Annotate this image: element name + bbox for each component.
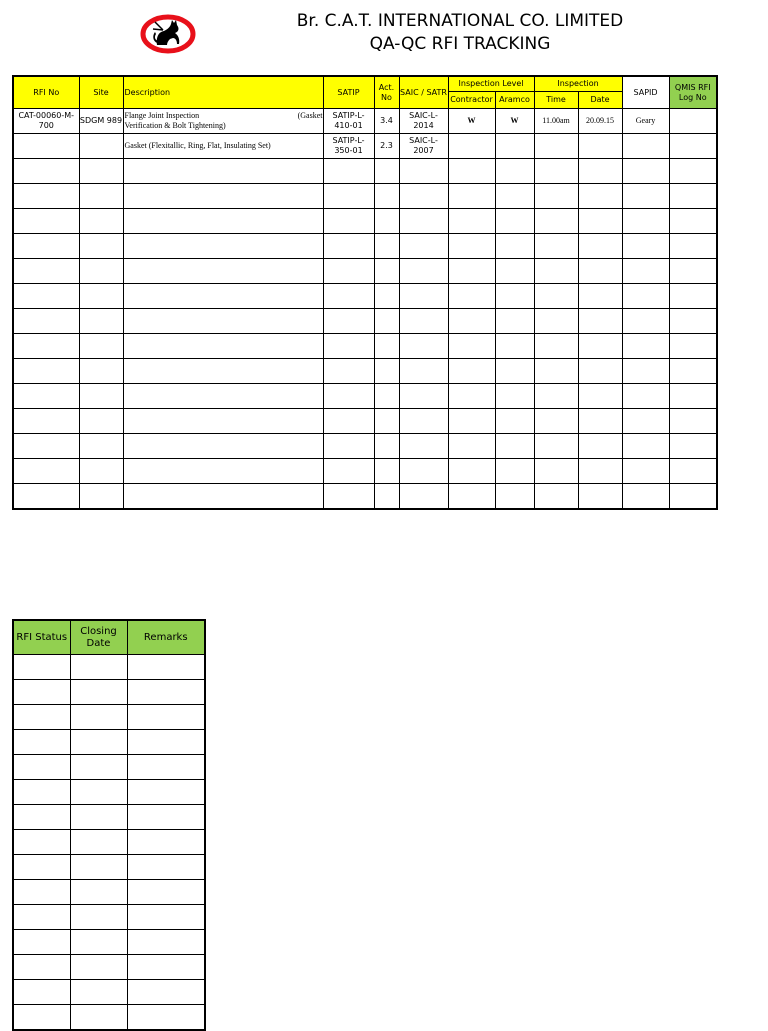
empty-cell: [622, 309, 669, 334]
rfi-status-table: [12, 619, 206, 1031]
empty-cell: [578, 359, 622, 384]
empty-cell: [323, 434, 374, 459]
empty-cell: [70, 805, 127, 830]
cell-satip: SATIP-L-410-01: [323, 109, 374, 134]
empty-cell: [399, 334, 448, 359]
empty-cell: [70, 780, 127, 805]
empty-cell: [622, 284, 669, 309]
empty-cell: [13, 284, 79, 309]
empty-cell: [13, 309, 79, 334]
empty-cell: [534, 284, 578, 309]
empty-cell: [13, 755, 70, 780]
empty-cell: [399, 259, 448, 284]
empty-cell: [79, 434, 123, 459]
empty-cell: [669, 459, 717, 484]
empty-status-row: [13, 1005, 205, 1031]
empty-cell: [127, 855, 205, 880]
empty-cell: [13, 434, 79, 459]
empty-cell: [622, 334, 669, 359]
empty-cell: [534, 334, 578, 359]
empty-cell: [622, 434, 669, 459]
cell-saic: SAIC-L-2014: [399, 109, 448, 134]
empty-cell: [448, 309, 495, 334]
empty-table-row: [13, 209, 717, 234]
empty-cell: [79, 284, 123, 309]
empty-cell: [622, 234, 669, 259]
empty-cell: [669, 409, 717, 434]
empty-cell: [399, 234, 448, 259]
empty-cell: [127, 805, 205, 830]
empty-cell: [669, 184, 717, 209]
empty-cell: [323, 184, 374, 209]
empty-cell: [448, 159, 495, 184]
empty-cell: [669, 259, 717, 284]
empty-cell: [13, 730, 70, 755]
empty-cell: [448, 334, 495, 359]
empty-cell: [669, 359, 717, 384]
empty-table-row: [13, 409, 717, 434]
header-satip: SATIP: [323, 76, 374, 109]
empty-cell: [323, 159, 374, 184]
empty-cell: [578, 459, 622, 484]
empty-cell: [13, 830, 70, 855]
empty-cell: [495, 334, 534, 359]
empty-cell: [399, 159, 448, 184]
empty-cell: [622, 159, 669, 184]
header-date: Date: [578, 92, 622, 109]
empty-cell: [374, 384, 399, 409]
empty-cell: [622, 259, 669, 284]
empty-cell: [669, 209, 717, 234]
empty-cell: [70, 755, 127, 780]
empty-cell: [123, 209, 323, 234]
empty-cell: [79, 359, 123, 384]
empty-cell: [399, 409, 448, 434]
empty-cell: [123, 259, 323, 284]
empty-cell: [13, 1005, 70, 1031]
header-inspection: Inspection: [534, 76, 622, 92]
empty-cell: [123, 234, 323, 259]
header-contractor: Contractor: [448, 92, 495, 109]
empty-cell: [669, 234, 717, 259]
empty-cell: [123, 484, 323, 510]
empty-cell: [622, 184, 669, 209]
page-title: QA-QC RFI TRACKING: [369, 34, 551, 54]
empty-cell: [127, 1005, 205, 1031]
empty-cell: [448, 234, 495, 259]
empty-cell: [578, 209, 622, 234]
empty-cell: [127, 930, 205, 955]
empty-cell: [578, 259, 622, 284]
empty-table-row: [13, 334, 717, 359]
empty-cell: [448, 184, 495, 209]
empty-cell: [13, 359, 79, 384]
empty-cell: [448, 459, 495, 484]
cell-aramco: W: [495, 109, 534, 134]
empty-status-row: [13, 780, 205, 805]
empty-table-row: [13, 259, 717, 284]
empty-cell: [323, 259, 374, 284]
header-rfi-status: RFI Status: [13, 620, 70, 655]
empty-cell: [374, 209, 399, 234]
empty-cell: [534, 259, 578, 284]
empty-cell: [79, 234, 123, 259]
cell-act-no: 2.3: [374, 134, 399, 159]
empty-status-row: [13, 680, 205, 705]
empty-cell: [399, 434, 448, 459]
empty-cell: [669, 334, 717, 359]
empty-cell: [323, 484, 374, 510]
header-rfi-no: RFI No: [13, 76, 79, 109]
empty-status-row: [13, 905, 205, 930]
empty-status-row: [13, 980, 205, 1005]
empty-cell: [669, 159, 717, 184]
empty-status-row: [13, 830, 205, 855]
header-inspection-level: Inspection Level: [448, 76, 534, 92]
empty-cell: [669, 384, 717, 409]
empty-cell: [323, 309, 374, 334]
empty-cell: [578, 184, 622, 209]
empty-cell: [374, 359, 399, 384]
empty-cell: [622, 484, 669, 510]
empty-cell: [13, 159, 79, 184]
empty-cell: [578, 309, 622, 334]
empty-cell: [70, 905, 127, 930]
empty-table-row: [13, 184, 717, 209]
header-qmis: QMIS RFI Log No: [669, 76, 717, 109]
empty-cell: [622, 359, 669, 384]
empty-cell: [323, 284, 374, 309]
cell-saic: SAIC-L-2007: [399, 134, 448, 159]
empty-cell: [123, 359, 323, 384]
description-line2: Verification & Bolt Tightening): [124, 121, 226, 130]
empty-cell: [669, 484, 717, 510]
empty-cell: [79, 209, 123, 234]
empty-cell: [79, 184, 123, 209]
cell-date: 20.09.15: [578, 109, 622, 134]
empty-status-row: [13, 805, 205, 830]
empty-cell: [323, 234, 374, 259]
empty-cell: [13, 409, 79, 434]
cell-qmis: [669, 109, 717, 134]
header-sapid: SAPID: [622, 76, 669, 109]
empty-cell: [374, 459, 399, 484]
empty-cell: [323, 209, 374, 234]
empty-cell: [534, 159, 578, 184]
cell-date: [578, 134, 622, 159]
empty-cell: [495, 309, 534, 334]
empty-cell: [495, 284, 534, 309]
header-act-no: Act. No: [374, 76, 399, 109]
header-aramco: Aramco: [495, 92, 534, 109]
empty-cell: [448, 359, 495, 384]
cell-satip: SATIP-L-350-01: [323, 134, 374, 159]
empty-cell: [534, 434, 578, 459]
empty-cell: [13, 930, 70, 955]
empty-table-row: [13, 359, 717, 384]
cell-contractor: W: [448, 109, 495, 134]
empty-cell: [399, 184, 448, 209]
empty-cell: [495, 184, 534, 209]
empty-cell: [374, 284, 399, 309]
empty-cell: [399, 309, 448, 334]
empty-cell: [13, 384, 79, 409]
empty-cell: [534, 484, 578, 510]
empty-cell: [123, 434, 323, 459]
empty-cell: [534, 184, 578, 209]
empty-cell: [70, 655, 127, 680]
cell-site: SDGM 989: [79, 109, 123, 134]
cell-aramco: [495, 134, 534, 159]
empty-cell: [534, 459, 578, 484]
empty-cell: [13, 459, 79, 484]
empty-cell: [534, 359, 578, 384]
empty-status-row: [13, 930, 205, 955]
header-site: Site: [79, 76, 123, 109]
empty-cell: [79, 384, 123, 409]
empty-cell: [13, 209, 79, 234]
cell-rfi-no: [13, 134, 79, 159]
empty-cell: [13, 655, 70, 680]
empty-cell: [70, 705, 127, 730]
empty-cell: [127, 880, 205, 905]
empty-cell: [448, 209, 495, 234]
empty-cell: [578, 284, 622, 309]
cell-rfi-no: CAT-00060-M-700: [13, 109, 79, 134]
empty-cell: [374, 334, 399, 359]
empty-cell: [374, 409, 399, 434]
empty-cell: [127, 780, 205, 805]
empty-table-row: [13, 384, 717, 409]
empty-cell: [374, 159, 399, 184]
empty-cell: [13, 259, 79, 284]
empty-cell: [374, 434, 399, 459]
empty-cell: [622, 209, 669, 234]
empty-table-row: [13, 234, 717, 259]
empty-cell: [622, 459, 669, 484]
empty-cell: [127, 955, 205, 980]
empty-cell: [13, 705, 70, 730]
cell-time: 11.00am: [534, 109, 578, 134]
empty-cell: [399, 484, 448, 510]
empty-status-row: [13, 755, 205, 780]
empty-cell: [70, 730, 127, 755]
empty-cell: [79, 309, 123, 334]
company-title: Br. C.A.T. INTERNATIONAL CO. LIMITED: [296, 11, 624, 31]
empty-cell: [79, 459, 123, 484]
empty-table-row: [13, 484, 717, 510]
cell-description: [123, 109, 323, 134]
empty-cell: [448, 409, 495, 434]
empty-status-row: [13, 955, 205, 980]
empty-cell: [374, 184, 399, 209]
empty-status-row: [13, 855, 205, 880]
cell-sapid: [622, 134, 669, 159]
empty-cell: [578, 409, 622, 434]
empty-cell: [323, 459, 374, 484]
cell-act-no: 3.4: [374, 109, 399, 134]
empty-cell: [399, 459, 448, 484]
empty-cell: [399, 284, 448, 309]
empty-cell: [495, 434, 534, 459]
empty-table-row: [13, 309, 717, 334]
empty-cell: [578, 234, 622, 259]
empty-cell: [578, 159, 622, 184]
empty-cell: [495, 459, 534, 484]
empty-cell: [127, 680, 205, 705]
empty-cell: [374, 309, 399, 334]
empty-cell: [578, 384, 622, 409]
empty-cell: [127, 730, 205, 755]
empty-cell: [622, 384, 669, 409]
empty-cell: [448, 284, 495, 309]
empty-cell: [323, 334, 374, 359]
empty-cell: [448, 259, 495, 284]
empty-cell: [70, 955, 127, 980]
empty-cell: [123, 284, 323, 309]
empty-cell: [534, 409, 578, 434]
empty-cell: [669, 434, 717, 459]
empty-cell: [123, 309, 323, 334]
empty-cell: [123, 184, 323, 209]
empty-cell: [70, 980, 127, 1005]
header-description: Description: [123, 76, 323, 109]
header-remarks: Remarks: [127, 620, 205, 655]
empty-cell: [127, 830, 205, 855]
description-line1: Flange Joint Inspection: [124, 111, 200, 120]
empty-cell: [323, 409, 374, 434]
cell-qmis: [669, 134, 717, 159]
empty-cell: [127, 655, 205, 680]
empty-cell: [13, 880, 70, 905]
empty-status-row: [13, 730, 205, 755]
empty-cell: [534, 309, 578, 334]
empty-cell: [79, 409, 123, 434]
empty-cell: [13, 334, 79, 359]
empty-cell: [70, 880, 127, 905]
empty-cell: [70, 930, 127, 955]
empty-cell: [13, 234, 79, 259]
empty-cell: [13, 805, 70, 830]
header-closing-date: Closing Date: [70, 620, 127, 655]
empty-cell: [374, 259, 399, 284]
empty-cell: [399, 359, 448, 384]
empty-cell: [127, 905, 205, 930]
empty-cell: [70, 1005, 127, 1031]
empty-cell: [13, 780, 70, 805]
table-row: [13, 109, 717, 134]
empty-cell: [669, 284, 717, 309]
empty-cell: [534, 209, 578, 234]
header-time: Time: [534, 92, 578, 109]
empty-cell: [578, 434, 622, 459]
empty-cell: [495, 484, 534, 510]
empty-cell: [127, 705, 205, 730]
cat-logo-icon: [140, 10, 196, 54]
empty-cell: [79, 334, 123, 359]
empty-cell: [79, 259, 123, 284]
empty-cell: [79, 484, 123, 510]
empty-status-row: [13, 655, 205, 680]
empty-cell: [669, 309, 717, 334]
empty-cell: [79, 159, 123, 184]
empty-cell: [495, 159, 534, 184]
empty-cell: [495, 209, 534, 234]
empty-cell: [13, 955, 70, 980]
empty-cell: [323, 359, 374, 384]
empty-cell: [495, 409, 534, 434]
empty-cell: [495, 359, 534, 384]
empty-cell: [374, 234, 399, 259]
empty-cell: [13, 484, 79, 510]
empty-cell: [622, 409, 669, 434]
empty-status-row: [13, 880, 205, 905]
empty-cell: [70, 680, 127, 705]
header-saic-satr: SAIC / SATR: [399, 76, 448, 109]
description-line1-end: (Gasket: [297, 111, 323, 120]
empty-status-row: [13, 705, 205, 730]
empty-cell: [578, 334, 622, 359]
empty-cell: [123, 334, 323, 359]
empty-cell: [127, 980, 205, 1005]
empty-table-row: [13, 459, 717, 484]
table-row: [13, 134, 717, 159]
empty-cell: [534, 384, 578, 409]
empty-table-row: [13, 434, 717, 459]
cell-contractor: [448, 134, 495, 159]
empty-cell: [448, 484, 495, 510]
empty-cell: [123, 384, 323, 409]
empty-cell: [123, 159, 323, 184]
empty-table-row: [13, 284, 717, 309]
cell-time: [534, 134, 578, 159]
empty-cell: [123, 409, 323, 434]
empty-cell: [127, 755, 205, 780]
empty-cell: [448, 384, 495, 409]
empty-cell: [374, 484, 399, 510]
empty-table-row: [13, 159, 717, 184]
cell-description: Gasket (Flexitallic, Ring, Flat, Insulating Set): [123, 134, 323, 159]
empty-cell: [399, 384, 448, 409]
empty-cell: [13, 855, 70, 880]
empty-cell: [13, 680, 70, 705]
empty-cell: [578, 484, 622, 510]
empty-cell: [13, 184, 79, 209]
empty-cell: [399, 209, 448, 234]
empty-cell: [448, 434, 495, 459]
empty-cell: [70, 855, 127, 880]
cell-sapid: Geary: [622, 109, 669, 134]
empty-cell: [13, 905, 70, 930]
empty-cell: [495, 384, 534, 409]
empty-cell: [495, 234, 534, 259]
empty-cell: [13, 980, 70, 1005]
rfi-tracking-table: [12, 75, 718, 510]
empty-cell: [495, 259, 534, 284]
cell-site: [79, 134, 123, 159]
empty-cell: [534, 234, 578, 259]
empty-cell: [123, 459, 323, 484]
empty-cell: [323, 384, 374, 409]
empty-cell: [70, 830, 127, 855]
